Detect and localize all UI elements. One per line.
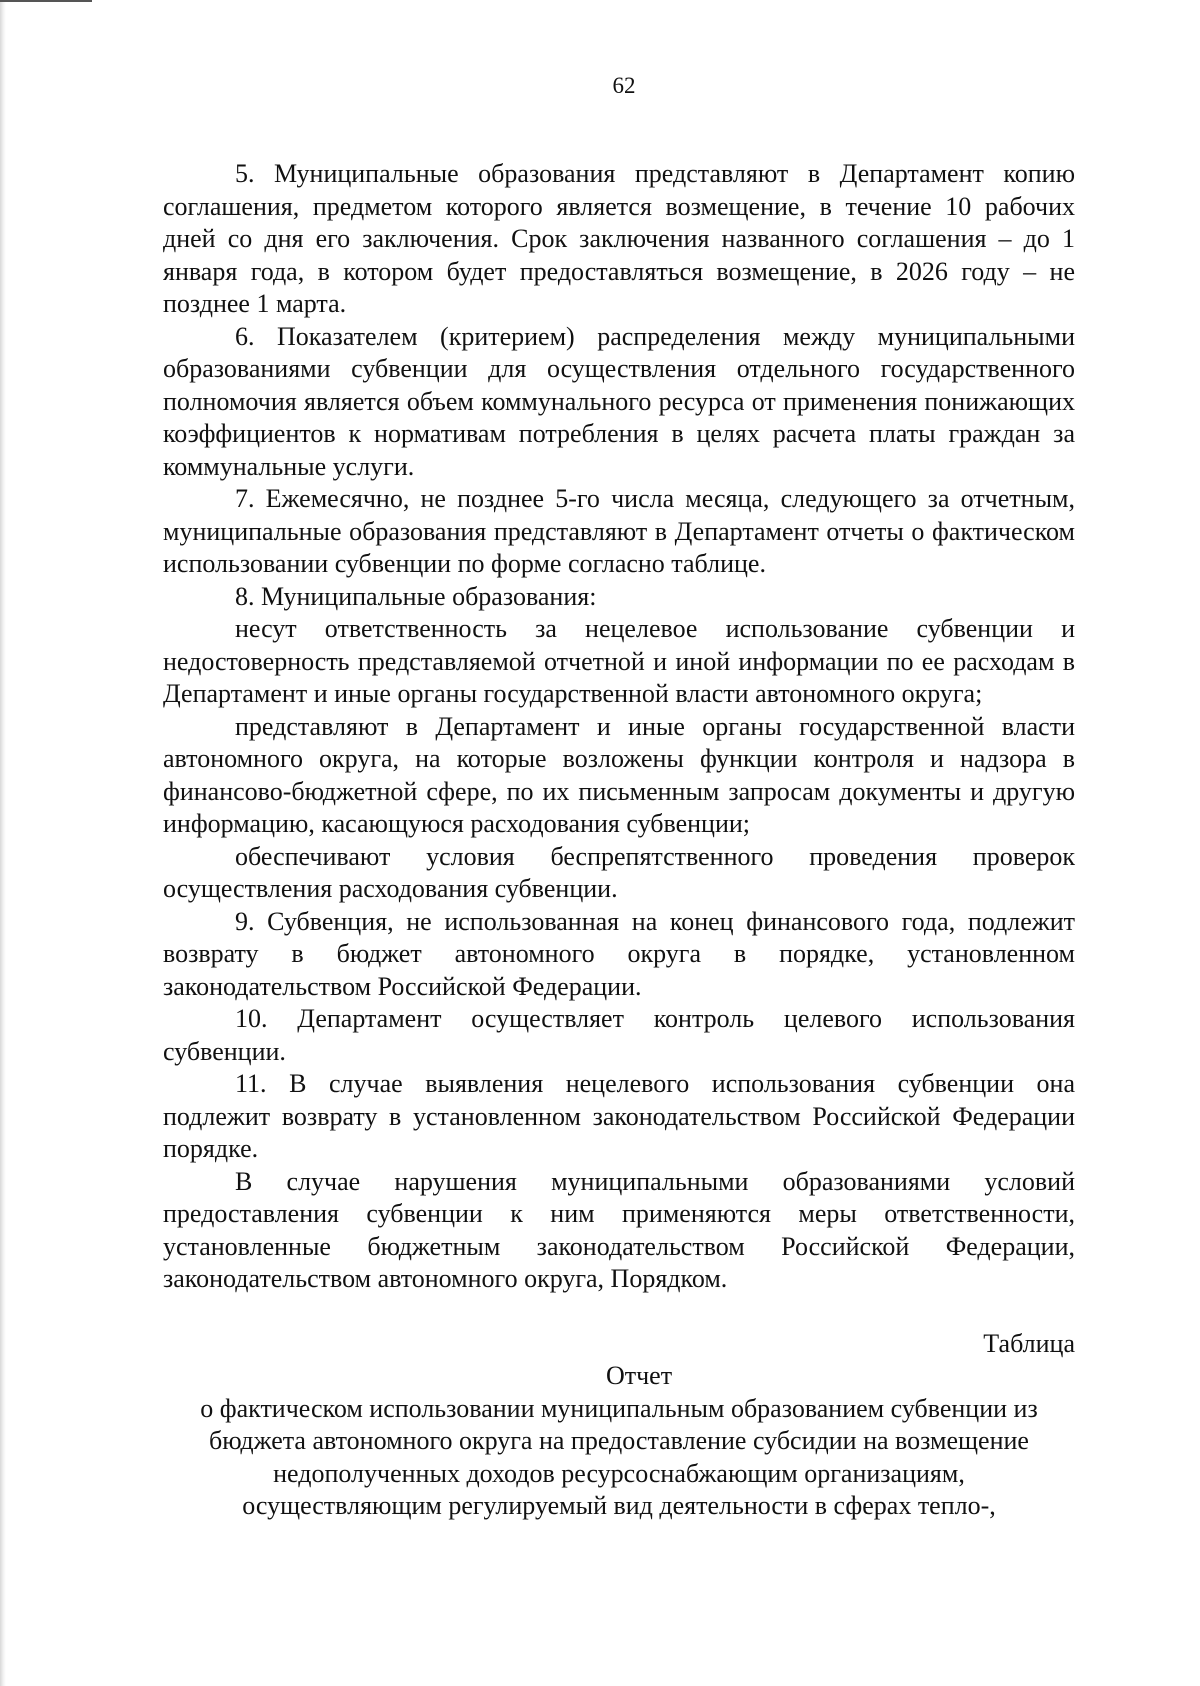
paragraph-7: 7. Ежемесячно, не позднее 5-го числа месяца, следующего за отчетным, муниципальные образования представляют в Департамент отчеты о фактическом использовании субвенции по форме согласно таблице. bbox=[163, 484, 1075, 578]
paragraph-5: 5. Муниципальные образования представляют в Департамент копию соглашения, предметом которого является возмещение, в течение 10 рабочих дней со дня его заключения. Срок заключения названного соглашения – до 1 января года, в котором будет предоставляться возмещение, в 2026 году – не позднее 1 марта. bbox=[163, 159, 1075, 318]
report-subtitle-line: о фактическом использовании муниципальным образованием субвенции из bbox=[200, 1393, 1038, 1423]
scan-edge-shadow bbox=[0, 0, 6, 1686]
table-label: Таблица bbox=[983, 1328, 1075, 1358]
paragraph-6: 6. Показателем (критерием) распределения между муниципальными образованиями субвенции для осуществления отдельного государственного полномочия является объем коммунального ресурса от применения понижающих коэффициентов к нормативам потребления в целях расчета платы граждан за коммунальные услуги. bbox=[163, 321, 1075, 481]
report-subtitle bbox=[163, 1393, 1075, 1523]
report-title: Отчет bbox=[605, 1361, 673, 1390]
document-page bbox=[163, 70, 1075, 1523]
report-subtitle-line: бюджета автономного округа на предоставление субсидии на возмещение bbox=[209, 1426, 1029, 1455]
paragraph-8-responsibility: несут ответственность за нецелевое использование субвенции и недостоверность представляемой отчетной и иной информации по ее расходам в Департамент и иные органы государственной власти автономного округа; bbox=[163, 614, 1075, 708]
report-subtitle-line: осуществляющим регулируемый вид деятельности в сферах тепло-, bbox=[242, 1491, 996, 1520]
report-subtitle-line: недополученных доходов ресурсоснабжающим организациям, bbox=[273, 1458, 965, 1488]
paragraph-11: 11. В случае выявления нецелевого использования субвенции она подлежит возврату в установленном законодательством Российской Федерации порядке. bbox=[163, 1069, 1075, 1163]
paragraph-9: 9. Субвенция, не использованная на конец финансового года, подлежит возврату в бюджет автономного округа в порядке, установленном законодательством Российской Федерации. bbox=[163, 906, 1075, 1001]
page-number: 62 bbox=[612, 73, 636, 98]
scan-corner-mark bbox=[0, 0, 92, 2]
paragraph-8: 8. Муниципальные образования: bbox=[235, 581, 597, 611]
paragraph-10: 10. Департамент осуществляет контроль целевого использования субвенции. bbox=[163, 1004, 1075, 1066]
paragraph-11-violation: В случае нарушения муниципальными образованиями условий предоставления субвенции к ним применяются меры ответственности, установленные бюджетным законодательством Российской Федерации, законодательством автономного округа, Порядком. bbox=[163, 1166, 1075, 1293]
paragraph-8-documents: представляют в Департамент и иные органы государственной власти автономного округа, на которые возложены функции контроля и надзора в финансово-бюджетной сфере, по их письменным запросам документы и другую информацию, касающуюся расходования субвенции; bbox=[163, 711, 1075, 838]
paragraph-8-inspections: обеспечивают условия беспрепятственного проведения проверок осуществления расходования субвенции. bbox=[163, 841, 1075, 903]
